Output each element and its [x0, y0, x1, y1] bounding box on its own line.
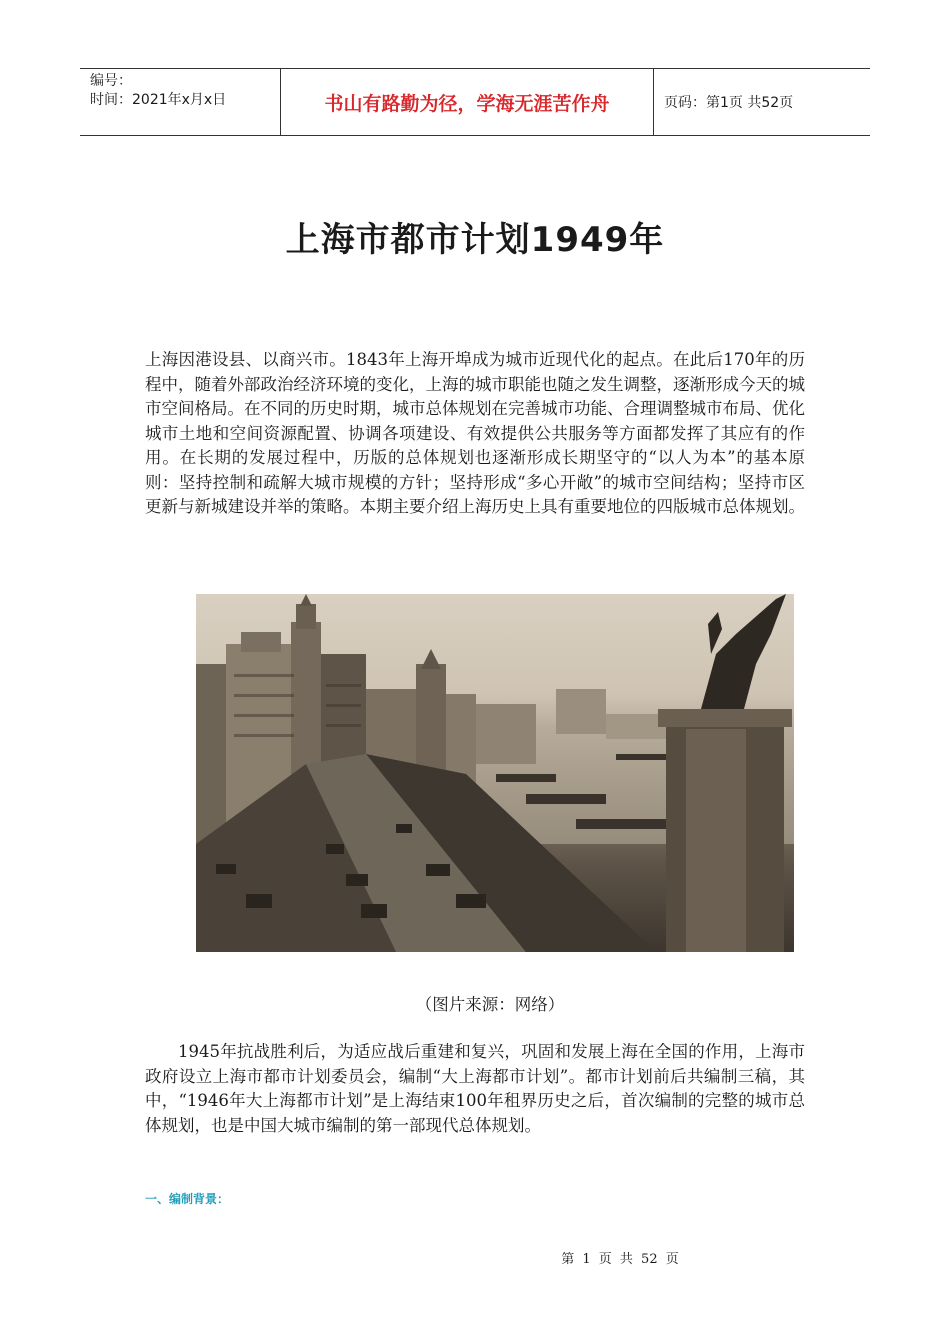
header-page-info: 页码：第1页 共52页 — [664, 95, 794, 111]
historical-photo — [196, 594, 794, 952]
photo-caption: （图片来源：网络） — [415, 995, 565, 1014]
planning-paragraph: 1945年抗战胜利后，为适应战后重建和复兴，巩固和发展上海在全国的作用，上海市政府设立上海市都市计划委员会，编制“大上海都市计划”。都市计划前后共编制三稿，其中，“1946年大上海都市计划”是上海结束100年租界历史之后，首次编制的完整的城市总体规划，也是中国大城市编制的第一部现代总体规划。 — [145, 1042, 805, 1135]
page-header — [80, 68, 870, 136]
number-label: 编号： — [90, 73, 132, 89]
time-label: 时间：2021年x月x日 — [90, 92, 227, 108]
document-title: 上海市都市计划1949年 — [285, 220, 665, 260]
section-heading: 一、编制背景： — [145, 1192, 230, 1206]
intro-paragraph: 上海因港设县、以商兴市。1843年上海开埠成为城市近现代化的起点。在此后170年的历程中，随着外部政治经济环境的变化，上海的城市职能也随之发生调整，逐渐形成今天的城市空间格局。在不同的历史时期，城市总体规划在完善城市功能、合理调整城市布局、优化城市土地和空间资源配置、协调各项建设、有效提供公共服务等方面都发挥了其应有的作用。在长期的发展过程中，历版的总体规划也逐渐形成长期坚守的“以人为本”的基本原则：坚持控制和疏解大城市规模的方针；坚持形成“多心开敞”的城市空间结构；坚持市区更新与新城建设并举的策略。本期主要介绍上海历史上具有重要地位的四版城市总体规划。 — [145, 350, 805, 516]
page-footer: 第 1 页 共 52 页 — [561, 1252, 679, 1267]
bund-photo-illustration — [196, 594, 794, 952]
header-meta — [80, 69, 281, 135]
header-motto: 书山有路勤为径，学海无涯苦作舟 — [281, 69, 654, 135]
